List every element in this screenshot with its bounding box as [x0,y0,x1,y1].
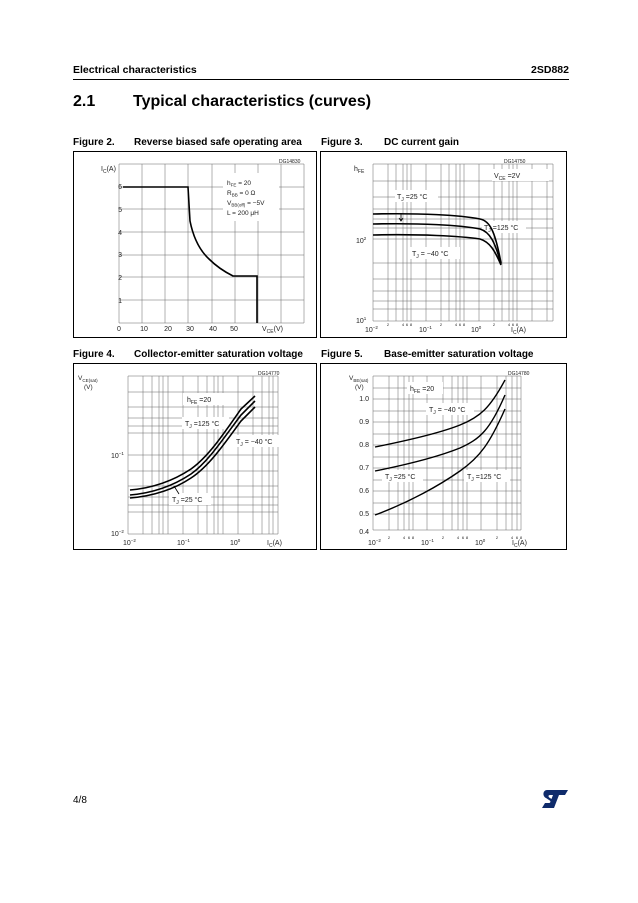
figure-5-minor-tick: 8 [411,535,415,540]
figure-3-title: DC current gain [384,137,460,148]
figure-3-minor-tick: 6 [405,322,409,327]
figure-3-y-axis-label: $h_{FE}$ [354,166,365,175]
figure-3-y-tick: $10^1$ [356,316,367,325]
figure-5-x-tick: $10^{-2}$ [368,538,381,547]
figure-5-t125-label: $T_J =125$ °C [467,474,502,483]
figure-5-minor-ticks [388,535,523,540]
figure-5-label: Figure 5. [321,349,363,360]
page-number: 4/8 [73,795,87,806]
figure-4-y-axis-label: $V_{CE(sat)}$ [78,375,98,383]
figure-3-vce-label: $V_{CE} =2V$ [494,173,521,182]
figure-3-minor-tick: 2 [492,322,496,327]
header-rule [73,79,569,80]
figure-2-label: Figure 2. [73,137,115,148]
figure-4-x-tick: $10^{-1}$ [177,538,190,547]
figure-2-x-tick: 50 [230,326,238,333]
figure-2-frame [74,152,317,338]
figure-4-frame [74,364,317,550]
figure-3-x-tick: $10^0$ [471,325,482,334]
figure-2-y-tick: 6 [118,184,122,191]
figure-4-x-tick: $10^0$ [230,538,241,547]
figure-2-y-tick: 5 [118,207,122,214]
figure-2-chart [73,151,317,338]
figure-2-x-tick: 30 [186,326,194,333]
st-logo-icon [541,789,569,809]
figure-2-y-ticks [118,184,122,305]
figure-5-minor-tick: 8 [465,535,469,540]
figure-5-x-tick: $10^{-1}$ [421,538,434,547]
figure-3-code: DG14750 [504,159,526,165]
figure-4-x-ticks [123,538,241,547]
figure-5-chart [320,363,567,550]
figure-4-hfe-label: $h_{FE} =20$ [187,397,212,406]
figure-3-x-tick: $10^{-1}$ [419,325,432,334]
figure-3-minor-tick: 6 [458,322,462,327]
figure-2-cond-l: L = 200 μH [227,210,259,217]
figure-3-tm40-label: $T_J = -40$ °C [412,251,449,260]
figure-5-curve-t125 [375,409,505,515]
figure-5-y-tick: 0.7 [359,465,369,472]
figure-4-tm40-label: $T_J = -40$ °C [236,439,273,448]
figure-2-cond-rbb: $R_{BB} = 0$ Ω [227,190,256,198]
figure-3-label: Figure 3. [321,137,363,148]
figure-4-y-axis-unit: (V) [84,384,93,391]
figure-2-y-tick: 4 [118,230,122,237]
figure-5-minor-tick: 2 [495,535,499,540]
figure-3-minor-tick: 2 [386,322,390,327]
figure-5-minor-tick: 8 [519,535,523,540]
figure-5-y-tick: 0.9 [359,419,369,426]
figure-4-title: Collector-emitter saturation voltage [134,349,303,360]
figure-5-minor-tick: 4 [456,535,460,540]
figure-5-minor-tick: 6 [461,535,465,540]
figure-5-minor-tick: 4 [402,535,406,540]
figure-4-y-tick: $10^{-1}$ [111,451,124,460]
figure-2-y-tick: 1 [118,298,122,305]
figure-3-minor-tick: 2 [439,322,443,327]
figure-4-x-axis-label: $I_C(A)$ [267,540,282,549]
figure-5-hfe-label: $h_{FE} =20$ [410,386,435,395]
figure-5-y-tick: 1.0 [359,396,369,403]
figure-5-title: Base-emitter saturation voltage [384,349,534,360]
figure-2-code: DG14830 [279,159,301,165]
figure-5-y-axis-label: $V_{BE(sat)}$ [349,375,369,383]
figure-5-minor-tick: 6 [515,535,519,540]
figure-2-y-axis-label: $I_C(A)$ [101,166,116,175]
figure-5-x-ticks [368,538,486,547]
figure-5-minor-tick: 2 [387,535,391,540]
figure-3-y-tick: $10^2$ [356,236,367,245]
figure-4-chart [73,363,317,550]
figure-5-y-tick: 0.4 [359,529,369,536]
figure-2-y-tick: 2 [118,275,122,282]
figure-5-x-tick: $10^0$ [475,538,486,547]
figure-5-t25-label: $T_J =25$ °C [385,474,416,483]
figure-3-minor-tick: 8 [462,322,466,327]
figure-2-x-tick: 10 [140,326,148,333]
figure-5-minor-tick: 6 [407,535,411,540]
figure-5-code: DG14780 [508,371,530,377]
figure-4-t125-label: $T_J =125$ °C [185,421,220,430]
figure-2-x-ticks [117,326,238,333]
figure-5-x-axis-label: $I_C(A)$ [512,540,527,549]
figure-3-minor-tick: 6 [511,322,515,327]
section-title: Typical characteristics (curves) [133,93,372,110]
figure-2-cond-hfe: $h_{FE} = 20$ [227,180,252,188]
figure-4-y-tick: $10^{-2}$ [111,529,124,538]
figure-4-pointer [174,486,179,494]
figure-3-x-tick: $10^{-2}$ [365,325,378,334]
figure-2-x-axis-label: $V_{CE}(V)$ [262,326,283,335]
figure-4-t25-label: $T_J =25$ °C [172,497,203,506]
figure-5-tm40-label: $T_J = -40$ °C [429,407,466,416]
figure-5-y-tick: 0.5 [359,511,369,518]
figure-3-minor-tick: 8 [409,322,413,327]
figure-3-grid [373,164,553,321]
figure-5-minor-tick: 2 [441,535,445,540]
figure-2-y-tick: 3 [118,252,122,259]
figure-4-x-tick: $10^{-2}$ [123,538,136,547]
figure-3-minor-tick: 4 [507,322,511,327]
figure-3-minor-tick: 4 [401,322,405,327]
section-number: 2.1 [73,93,96,110]
figure-5-minor-tick: 4 [510,535,514,540]
figure-5-y-tick: 0.8 [359,442,369,449]
figure-3-chart [320,151,567,338]
figure-5-y-ticks [359,396,369,536]
figure-3-minor-tick: 4 [454,322,458,327]
figure-2-x-tick: 40 [209,326,217,333]
figure-3-x-axis-label: $I_C(A)$ [511,327,526,336]
header-section-title: Electrical characteristics [73,64,197,76]
header-part-number: 2SD882 [531,64,569,76]
figure-4-label: Figure 4. [73,349,115,360]
figure-3-t125-label: $T_J =125$ °C [484,225,519,234]
figure-2-title: Reverse biased safe operating area [134,137,302,148]
figure-4-code: DG14770 [258,371,280,377]
figure-2-cond-vbb: $V_{BB(off)} = -5V$ [227,200,265,208]
figure-3-minor-tick: 8 [515,322,519,327]
figure-3-minor-ticks [387,322,519,327]
figure-2-x-tick: 0 [117,326,121,333]
figure-5-y-axis-unit: (V) [355,384,364,391]
figure-5-y-tick: 0.6 [359,488,369,495]
figure-2-x-tick: 20 [164,326,172,333]
figure-3-t25-label: $T_J =25$ °C [397,194,428,203]
figure-5-frame [321,364,567,550]
